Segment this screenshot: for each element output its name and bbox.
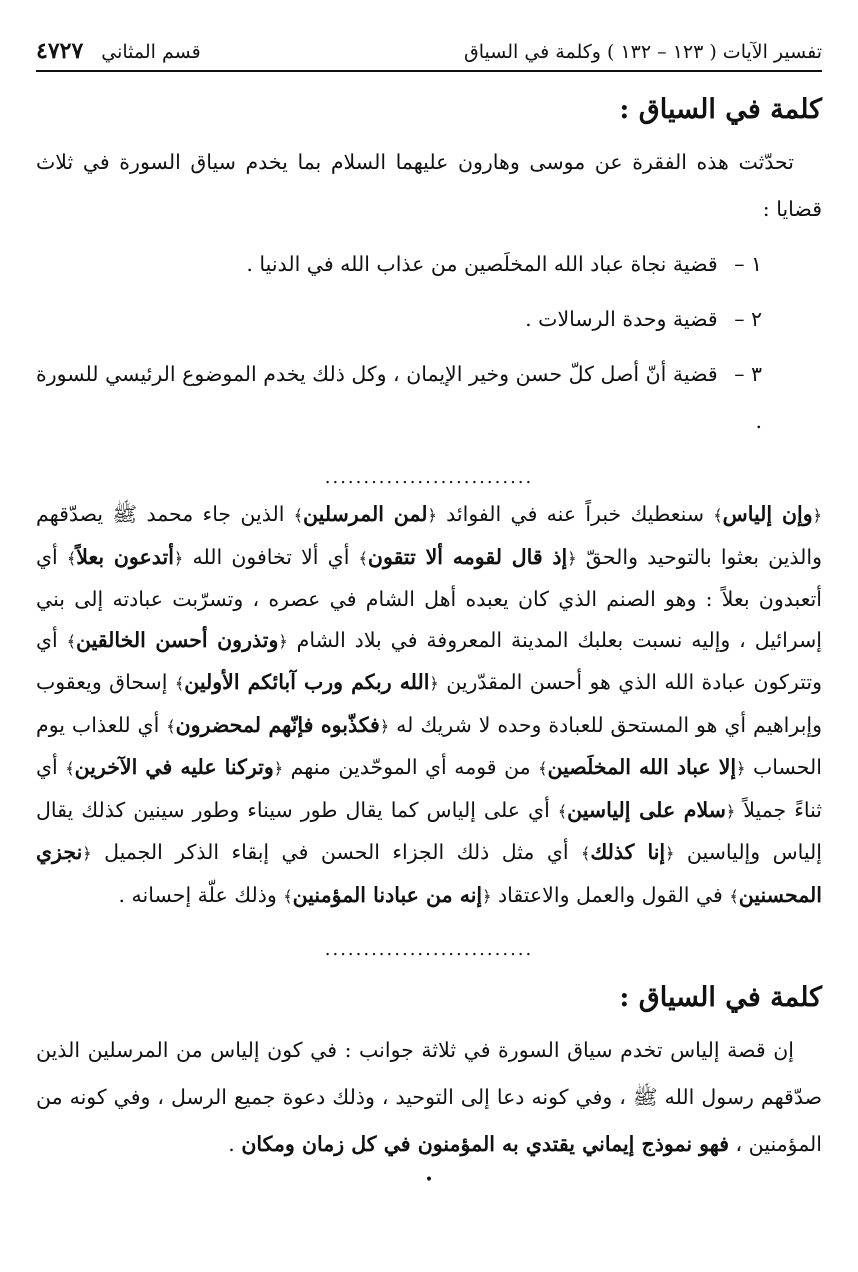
commentary-text: أي وتتركون عبادة الله الذي هو أحسن المقدّرين	[36, 627, 823, 694]
section-divider: ...........................	[324, 467, 534, 488]
quran-phrase: لمن المرسلين	[303, 502, 428, 526]
quran-phrase: أتدعون بعلاً	[76, 544, 174, 569]
ornate-bracket-close: ﴾	[580, 844, 591, 863]
header-title: تفسير الآيات ( ١٢٣ – ١٣٢ ) وكلمة في السياق	[464, 41, 822, 63]
paragraph-text: إن قصة إلياس تخدم سياق السورة في ثلاثة جوانب : في كون إلياس من المرسلين الذين صدّقهم رسول الله ﷺ ، وفي كونه دعا إلى التوحيد ، وذلك دعوة جميع الرسل ، وفي كونه من المؤمنين ،	[36, 1038, 822, 1156]
ornate-bracket-open: ﴿	[82, 844, 92, 863]
ornate-bracket-close: ﴾	[557, 801, 568, 821]
running-header	[36, 38, 822, 72]
quran-phrase: وتركنا عليه في الآخرين	[74, 755, 274, 779]
commentary-text: في القول والعمل والاعتقاد	[491, 882, 730, 907]
commentary-text: أي للعذاب يوم الحساب	[36, 712, 822, 779]
ornate-bracket-open: ﴿	[482, 886, 492, 906]
section2-paragraph	[36, 1027, 822, 1168]
quran-phrase: وتذرون أحسن الخالقين	[76, 627, 279, 652]
section-title-2: كلمة في السياق :	[619, 982, 822, 1013]
ornate-bracket-open: ﴿	[273, 759, 284, 778]
paragraph-end: .	[228, 1132, 242, 1156]
book-page	[36, 38, 822, 1188]
quran-phrase: إذ قال لقومه ألا تتقون	[367, 544, 568, 569]
ornate-bracket-open: ﴿	[736, 759, 746, 778]
quran-phrase: وإن إلياس	[722, 502, 813, 526]
item-number: ٣ –	[734, 362, 762, 386]
page-number: ٤٧٢٧	[36, 38, 84, 64]
section-divider: ...........................	[324, 939, 534, 960]
commentary-text: وذلك علّة إحسانه .	[118, 882, 284, 907]
emphasized-text: فهو نموذج إيماني يقتدي به المؤمنون في كل زمان ومكان	[241, 1132, 729, 1156]
ornate-bracket-open: ﴿	[567, 548, 577, 568]
header-section-label: قسم المثاني	[101, 41, 201, 63]
quran-phrase: فكذّبوه فإنّهم لمحضرون	[175, 712, 380, 737]
ornate-bracket-close: ﴾	[174, 674, 185, 693]
section-title-1: كلمة في السياق :	[619, 94, 822, 125]
quran-phrase: إنا كذلك	[590, 840, 666, 864]
header-left	[36, 38, 201, 64]
quran-phrase: نجزي المحسنين	[36, 840, 822, 907]
page-end-mark: •	[424, 1172, 434, 1188]
commentary-text: أي على إلياس كما يقال طور سيناء وطور سينين كذلك يقال إلياس وإلياسين	[36, 797, 822, 864]
quran-phrase: الله ربكم ورب آبائكم الأولين	[184, 670, 430, 694]
ornate-bracket-close: ﴾	[729, 886, 739, 906]
ornate-bracket-close: ﴾	[713, 506, 723, 525]
commentary-text: إسحاق ويعقوب وإبراهيم أي هو المستحق للعبادة وحده لا شريك له	[36, 670, 822, 737]
ornate-bracket-open: ﴿	[812, 506, 822, 525]
commentary-text: الذين جاء محمد ﷺ يصدّقهم والذين بعثوا بالتوحيد والحقّ	[36, 502, 822, 569]
ornate-bracket-open: ﴿	[665, 844, 675, 863]
commentary-text: أي ثناءً جميلاً	[36, 755, 822, 822]
commentary-text: سنعطيك خبراً عنه في الفوائد	[436, 502, 714, 526]
item-number: ١ –	[734, 252, 762, 276]
quran-phrase: إلا عباد الله المخلَصين	[547, 755, 737, 779]
ornate-bracket-open: ﴿	[379, 716, 390, 736]
ornate-bracket-close: ﴾	[358, 548, 368, 568]
ornate-bracket-close: ﴾	[66, 548, 77, 568]
quran-phrase: إنه من عبادنا المؤمنين	[292, 882, 483, 907]
ornate-bracket-open: ﴿	[429, 674, 439, 693]
commentary-text: أي مثل ذلك الجزاء الحسن في إبقاء الذكر الجميل	[91, 840, 581, 864]
ornate-bracket-open: ﴿	[725, 801, 736, 821]
section1-intro: تحدّثت هذه الفقرة عن موسى وهارون عليهما السلام بما يخدم سياق السورة في ثلاث قضايا :	[36, 150, 822, 221]
item-text: قضية أنّ أصل كلّ حسن وخير الإيمان ، وكل ذلك يخدم الموضوع الرئيسي للسورة .	[36, 362, 762, 433]
ornate-bracket-close: ﴾	[293, 506, 304, 525]
commentary-text: من قومه أي الموحّدين منهم	[283, 755, 539, 779]
ornate-bracket-close: ﴾	[66, 631, 77, 651]
ornate-bracket-close: ﴾	[65, 759, 75, 778]
item-text: قضية وحدة الرسالات .	[525, 307, 718, 331]
ornate-bracket-close: ﴾	[166, 716, 176, 736]
commentary-text: أي ألا تخافون الله	[183, 544, 359, 569]
list-item	[36, 351, 822, 445]
ornate-bracket-close: ﴾	[538, 759, 548, 778]
tafsir-paragraph	[36, 494, 822, 917]
list-item	[36, 241, 822, 288]
commentary-text: أي أتعبدون بعلاً : وهو الصنم الذي كان يعبده أهل الشام في عصره ، وتسرّبت عبادته إلى بني إسرائيل ، وإليه نسبت بعلبك المدينة المعروفة في بلاد الشام	[36, 544, 822, 652]
ornate-bracket-open: ﴿	[173, 548, 184, 568]
item-text: قضية نجاة عباد الله المخلَصين من عذاب الله في الدنيا .	[246, 252, 718, 276]
list-item	[36, 296, 822, 343]
ornate-bracket-open: ﴿	[427, 506, 437, 525]
ornate-bracket-close: ﴾	[283, 886, 293, 906]
quran-phrase: سلام على إلياسين	[567, 797, 726, 822]
item-number: ٢ –	[734, 307, 762, 331]
ornate-bracket-open: ﴿	[278, 631, 288, 651]
